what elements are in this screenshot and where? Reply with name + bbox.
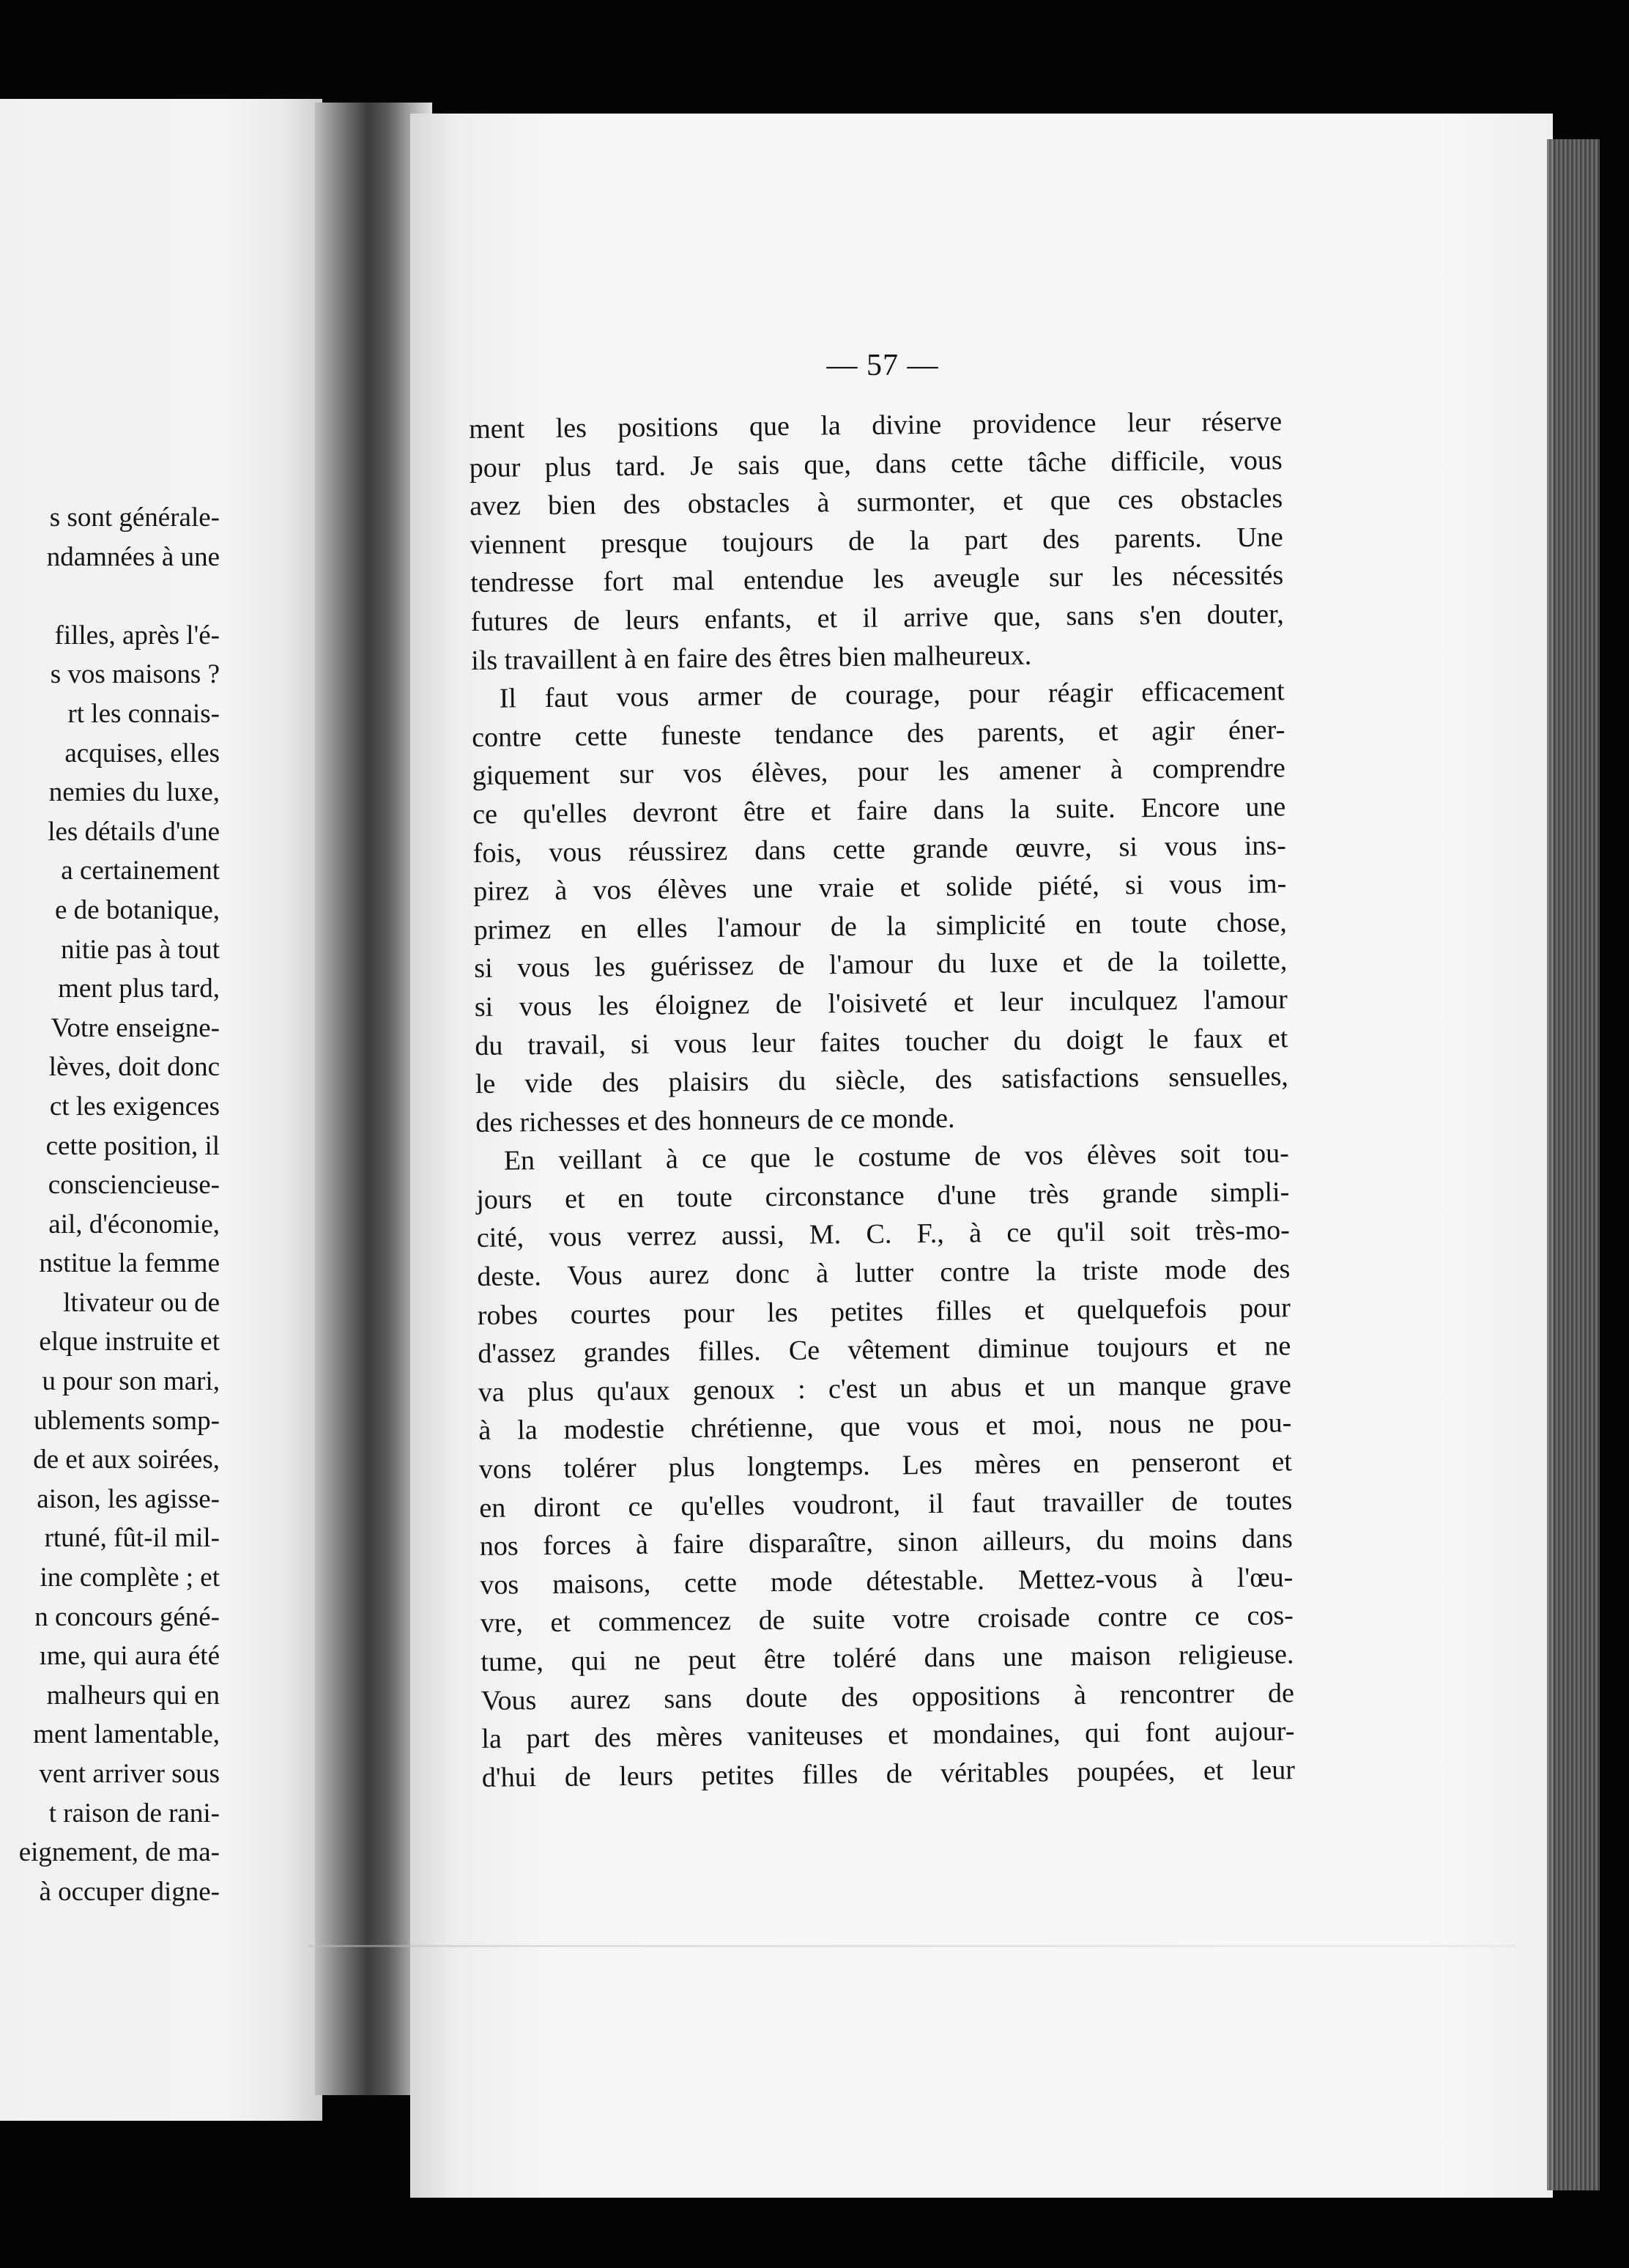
- text-line: giquement sur vos élèves, pour les amener à comprendre: [472, 752, 1285, 792]
- left-text-line: s vos maisons ?: [50, 659, 220, 690]
- text-line: pour plus tard. Je sais que, dans cette tâche difficile, vous: [469, 444, 1283, 483]
- text-line: cité, vous verrez aussi, M. C. F., à ce qu'il soit très-mo-: [476, 1215, 1291, 1254]
- left-text-line: filles, après l'é-: [54, 620, 220, 651]
- left-text-line: à occuper digne-: [39, 1876, 220, 1907]
- left-text-line: nemies du luxe,: [48, 777, 220, 808]
- left-text-line: ıme, qui aura été: [39, 1641, 220, 1672]
- left-text-line: ine complète ; et: [40, 1563, 220, 1593]
- page-edges: [1547, 139, 1600, 2190]
- left-text-line: a certainement: [61, 856, 220, 886]
- text-line: viennent presque toujours de la part des parents. Une: [470, 522, 1283, 560]
- left-text-line: s sont générale-: [49, 503, 220, 533]
- text-line: deste. Vous aurez donc à lutter contre la triste mode des: [477, 1253, 1291, 1293]
- text-line: ce qu'elles devront être et faire dans la suite. Encore une: [472, 791, 1286, 830]
- paragraph: [469, 402, 1284, 680]
- left-text-line: malheurs qui en: [46, 1680, 220, 1711]
- text-line: va plus qu'aux genoux : c'est un abus et un manque grave: [478, 1369, 1292, 1408]
- text-line: le vide des plaisirs du siècle, des satisfactions sensuelles,: [475, 1061, 1288, 1100]
- scan-fold-line: [308, 1945, 1516, 1947]
- left-text-line: elque instruite et: [39, 1327, 220, 1357]
- left-page: [0, 99, 322, 2121]
- text-line: fois, vous réussirez dans cette grande œuvre, si vous ins-: [472, 829, 1286, 869]
- text-line: si vous les éloignez de l'oisiveté et leur inculquez l'amour: [474, 984, 1288, 1023]
- left-text-line: ndamnées à une: [46, 541, 220, 572]
- left-text-line: [0, 577, 220, 616]
- text-line: la part des mères vaniteuses et mondaines, qui font aujour-: [481, 1716, 1295, 1755]
- left-text-line: lèves, doit donc: [48, 1052, 220, 1083]
- text-line: vos maisons, cette mode détestable. Mettez-vous à l'œu-: [480, 1562, 1294, 1601]
- left-text-line: Votre enseigne-: [51, 1012, 220, 1043]
- left-text-line: ment lamentable,: [33, 1719, 220, 1750]
- text-line: contre cette funeste tendance des parents, et agir éner-: [472, 714, 1285, 753]
- left-text-line: rt les connais-: [67, 698, 220, 729]
- text-line: du travail, si vous leur faites toucher du doigt le faux et: [475, 1022, 1288, 1061]
- left-text-line: vent arriver sous: [39, 1759, 220, 1789]
- text-line: d'assez grandes filles. Ce vêtement diminue toujours et ne: [478, 1330, 1291, 1370]
- text-line: vons tolérer plus longtemps. Les mères en penseront et: [478, 1446, 1293, 1485]
- page-number: — 57 —: [826, 349, 939, 382]
- text-line: ment les positions que la divine providence leur réserve: [469, 406, 1283, 445]
- left-text-line: cette position, il: [45, 1130, 220, 1161]
- text-line: si vous les guérissez de l'amour du luxe et de la toilette,: [474, 945, 1288, 985]
- left-text-line: acquises, elles: [64, 738, 220, 768]
- left-page-text: [0, 498, 220, 1911]
- left-text-line: de et aux soirées,: [33, 1445, 220, 1475]
- paragraph: [472, 672, 1289, 1142]
- left-text-line: nstitue la femme: [39, 1248, 220, 1279]
- left-text-line: consciencieuse-: [48, 1170, 220, 1201]
- text-line: nos forces à faire disparaître, sinon ailleurs, du moins dans: [479, 1523, 1294, 1563]
- text-line: des richesses et des honneurs de ce monde.: [475, 1102, 955, 1138]
- text-line: Il faut vous armer de courage, pour réagir efficacement: [499, 675, 1285, 714]
- text-line: tendresse fort mal entendue les aveugle sur les nécessités: [470, 560, 1284, 599]
- text-line: En veillant à ce que le costume de vos élèves soit tou-: [503, 1138, 1289, 1176]
- text-line: avez bien des obstacles à surmonter, et que ces obstacles: [470, 483, 1283, 522]
- text-line: ils travaillent à en faire des êtres bien malheureux.: [471, 640, 1032, 676]
- left-text-line: ment plus tard,: [58, 974, 220, 1004]
- text-line: Vous aurez sans doute des oppositions à rencontrer de: [480, 1677, 1295, 1716]
- left-text-line: e de botanique,: [55, 894, 220, 925]
- left-text-line: n concours géné-: [34, 1601, 220, 1632]
- left-text-line: u pour son mari,: [42, 1366, 220, 1397]
- left-text-line: les détails d'une: [48, 816, 220, 847]
- left-text-line: ct les exigences: [49, 1091, 220, 1122]
- text-line: à la modestie chrétienne, que vous et moi, nous ne pou-: [478, 1407, 1292, 1447]
- text-line: primez en elles l'amour de la simplicité en toute chose,: [473, 907, 1287, 946]
- text-line: robes courtes pour les petites filles et quelquefois pour: [477, 1292, 1291, 1331]
- left-text-line: eignement, de ma-: [18, 1837, 220, 1868]
- left-text-line: nitie pas à tout: [61, 934, 220, 965]
- text-line: vre, et commencez de suite votre croisade contre ce cos-: [480, 1600, 1294, 1639]
- paragraph: [476, 1135, 1296, 1798]
- left-text-line: ublements somp-: [34, 1405, 220, 1436]
- text-line: d'hui de leurs petites filles de véritables poupées, et leur: [481, 1754, 1296, 1793]
- text-line: futures de leurs enfants, et il arrive que, sans s'en douter,: [470, 598, 1284, 637]
- left-text-line: aison, les agisse-: [37, 1483, 220, 1514]
- text-line: en diront ce qu'elles voudront, il faut travailler de toutes: [479, 1484, 1293, 1524]
- left-text-line: ltivateur ou de: [63, 1287, 220, 1318]
- left-text-line: rtuné, fût-il mil-: [44, 1523, 220, 1554]
- text-line: tume, qui ne peut être toléré dans une maison religieuse.: [480, 1639, 1294, 1678]
- left-text-line: t raison de rani-: [48, 1798, 220, 1828]
- text-line: jours et en toute circonstance d'une très grande simpli-: [476, 1176, 1290, 1215]
- right-page-body-text: [469, 402, 1295, 1797]
- left-text-line: ail, d'économie,: [48, 1209, 220, 1239]
- text-line: pirez à vos élèves une vraie et solide piété, si vous im-: [473, 868, 1287, 908]
